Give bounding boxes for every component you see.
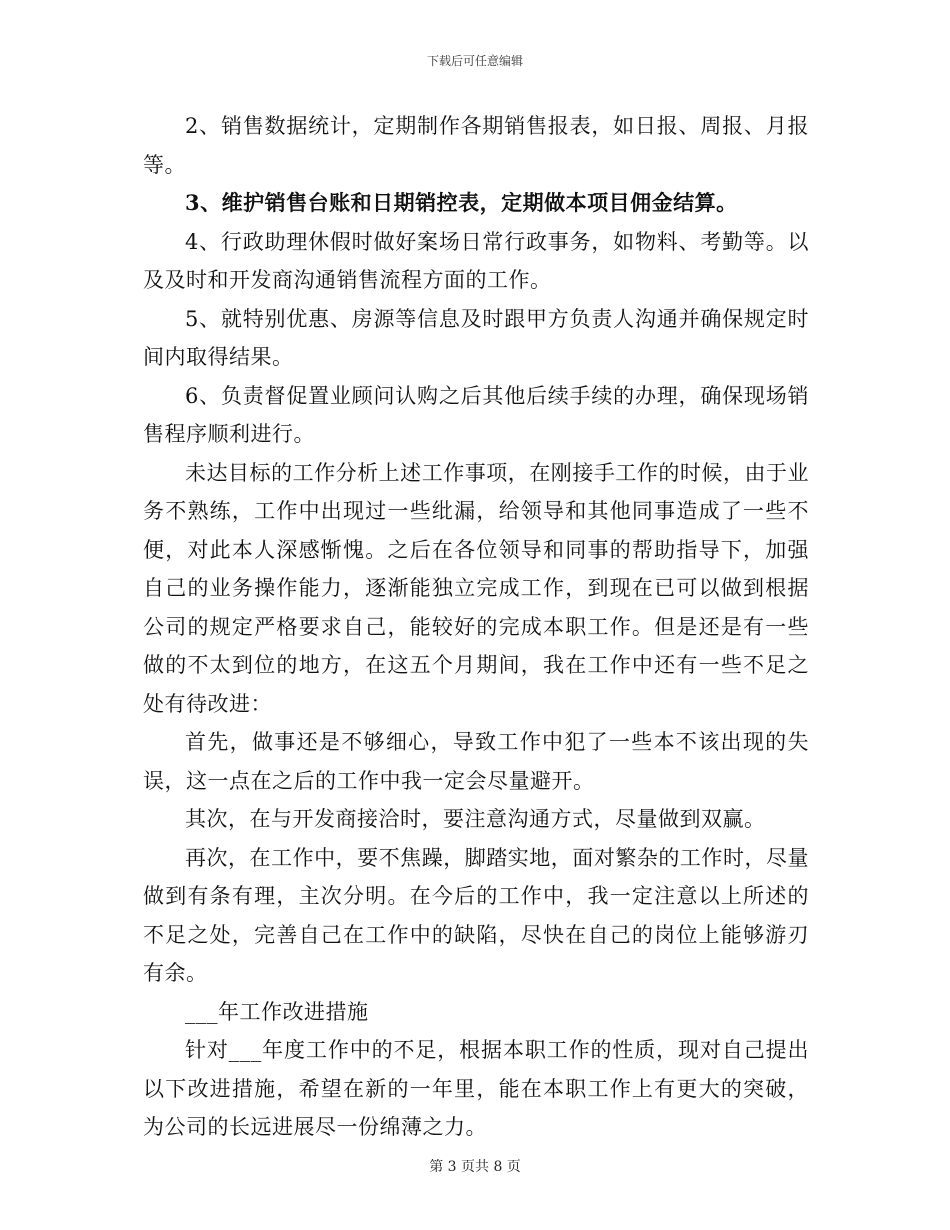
paragraph-first: 首先，做事还是不够细心，导致工作中犯了一些本不该出现的失误，这一点在之后的工作中我一定会尽量避开。 [143, 730, 809, 793]
paragraph-third: 再次，在工作中，要不焦躁，脚踏实地，面对繁杂的工作时，尽量做到有条有理，主次分明。在今后的工作中，我一定注意以上所述的不足之处，完善自己在工作中的缺陷，尽快在自己的岗位上能够游刃有余。 [143, 845, 809, 985]
paragraph-item-6: 6、负责督促置业顾问认购之后其他后续手续的办理，确保现场销售程序顺利进行。 [143, 383, 809, 446]
paragraph-second: 其次，在与开发商接洽时，要注意沟通方式，尽量做到双赢。 [185, 807, 766, 831]
page-number: 第 3 页共 8 页 [429, 1159, 521, 1175]
page-header: 下载后可任意编辑 [426, 54, 523, 68]
paragraph-item-5: 5、就特别优惠、房源等信息及时跟甲方负责人沟通并确保规定时间内取得结果。 [143, 306, 809, 369]
paragraph-item-4: 4、行政助理休假时做好案场日常行政事务，如物料、考勤等。以及及时和开发商沟通销售流程方面的工作。 [143, 229, 809, 292]
paragraph-shortfall-analysis: 未达目标的工作分析上述工作事项，在刚接手工作的时候，由于业务不熟练，工作中出现过一些纰漏，给领导和其他同事造成了一些不便，对此本人深感惭愧。之后在各位领导和同事的帮助指导下，加强自己的业务操作能力，逐渐能独立完成工作，到现在已可以做到根据公司的规定严格要求自己，能较好的完成本职工作。但是还是有一些做的不太到位的地方，在这五个月期间，我在工作中还有一些不足之处有待改进： [143, 460, 809, 716]
paragraph-item-2: 2、销售数据统计，定期制作各期销售报表，如日报、周报、月报等。 [143, 114, 809, 177]
document-body [143, 107, 809, 1147]
paragraph-item-3: 3、维护销售台账和日期销控表，定期做本项目佣金结算。 [185, 190, 738, 215]
paragraph-improvement: 针对___年度工作中的不足，根据本职工作的性质，现对自己提出以下改进措施，希望在新的一年里，能在本职工作上有更大的突破，为公司的长远进展尽一份绵薄之力。 [143, 1038, 809, 1139]
section-heading-improvement: ___年工作改进措施 [185, 999, 369, 1024]
